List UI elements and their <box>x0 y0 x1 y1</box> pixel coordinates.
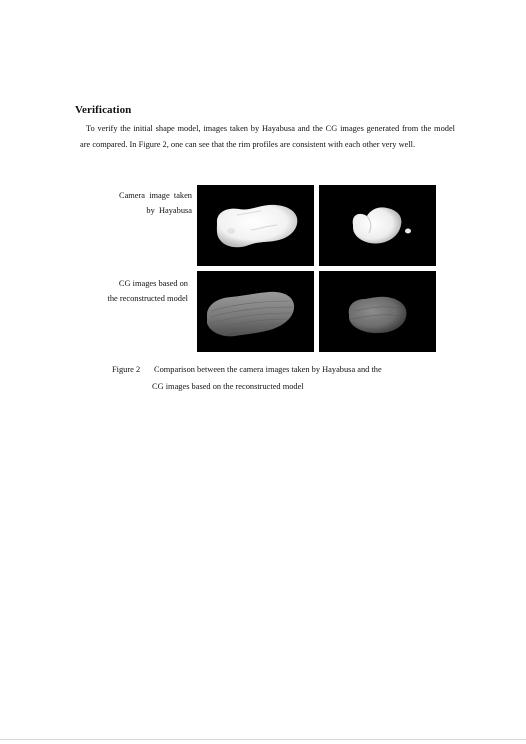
caption-line2: CG images based on the reconstructed model <box>152 382 304 391</box>
camera-image-side-view <box>197 185 314 266</box>
caption-number: Figure 2 <box>112 365 141 374</box>
page-bottom-divider <box>0 739 526 740</box>
camera-row-label <box>96 188 192 218</box>
section-heading: Verification <box>75 104 132 116</box>
caption-line1 <box>112 361 432 378</box>
cg-image-side-view <box>197 271 314 352</box>
figure-caption <box>112 361 432 395</box>
camera-label-line2: by Hayabusa <box>146 206 192 215</box>
camera-label-line1: Camera image taken <box>118 191 192 200</box>
camera-image-end-view <box>319 185 436 266</box>
cg-image-end-view <box>319 271 436 352</box>
caption-text-line1: Comparison between the camera images taken by Hayabusa and the <box>154 365 382 374</box>
cg-label-line1: CG images based on <box>118 279 188 288</box>
cg-label-line2: the reconstructed model <box>107 294 188 303</box>
body-paragraph: To verify the initial shape model, images taken by Hayabusa and the CG images generated from the model are compared. In Figure 2, one can see that the rim profiles are consistent with each other very well. <box>80 124 455 149</box>
cg-row-label <box>92 276 188 306</box>
